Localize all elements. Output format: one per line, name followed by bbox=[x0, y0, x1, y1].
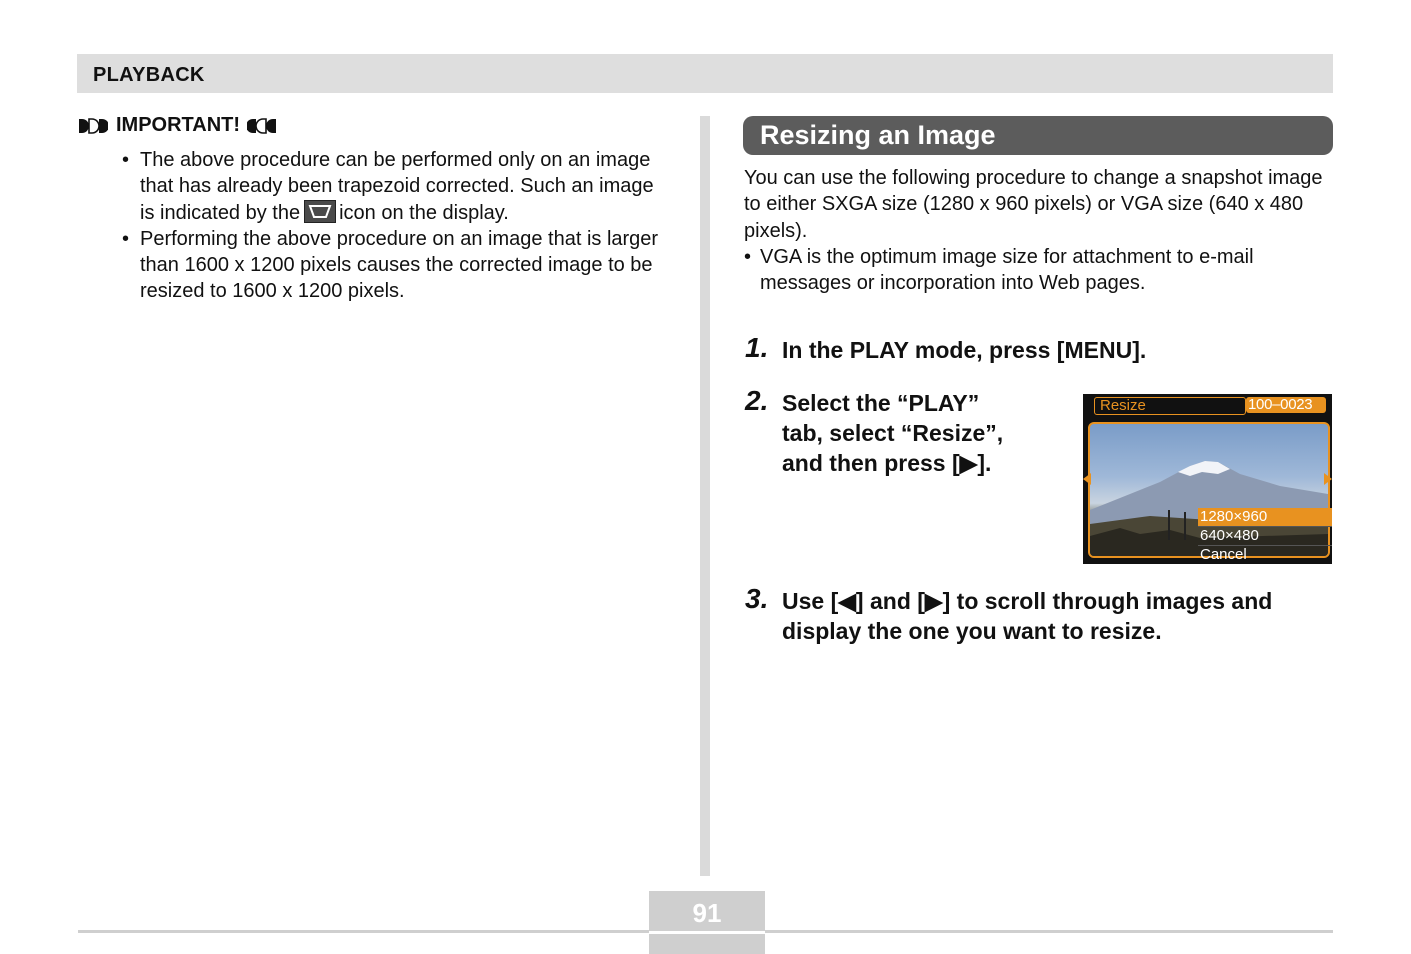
step-1-text: In the PLAY mode, press [MENU]. bbox=[782, 337, 1147, 363]
step-2-text bbox=[782, 388, 1003, 478]
camera-file-number bbox=[1246, 397, 1326, 413]
column-divider bbox=[700, 116, 710, 876]
section-header-title: PLAYBACK bbox=[93, 64, 205, 86]
page-number: 91 bbox=[692, 898, 722, 928]
camera-option-cancel: Cancel bbox=[1198, 546, 1332, 564]
step-3-line: display the one you want to resize. bbox=[782, 618, 1162, 644]
step-2-number: 2. bbox=[745, 385, 769, 416]
list-item: • VGA is the optimum image size for attachment to e-mail messages or incorporation into Web pages. bbox=[744, 244, 1334, 297]
step-3-number: 3. bbox=[745, 583, 769, 614]
camera-right-arrow-icon bbox=[1324, 473, 1332, 485]
bullet-text: icon on the display. bbox=[339, 201, 509, 224]
trapezoid-correction-icon bbox=[304, 200, 336, 223]
camera-size-options bbox=[1198, 508, 1332, 564]
page-number-box bbox=[649, 891, 765, 954]
step-1-number: 1. bbox=[745, 332, 769, 363]
list-item: • The above procedure can be performed only on an image that has already been trapezoid corrected. Such an image is indicated by the icon on the display. bbox=[122, 149, 654, 224]
intro-text: You can use the following procedure to change a snapshot image to either SXGA size (1280 x 960 pixels) or VGA size (640 x 480 pixels). bbox=[744, 167, 1323, 242]
important-right-marks-icon bbox=[247, 118, 277, 134]
important-left-marks-icon bbox=[78, 118, 108, 134]
section-intro bbox=[744, 165, 1334, 296]
list-item: • Performing the above procedure on an image that is larger than 1600 x 1200 pixels causes the corrected image to be resized to 1600 x 1200 pixels. bbox=[122, 226, 662, 305]
section-title-bar bbox=[743, 116, 1333, 155]
important-heading bbox=[78, 114, 277, 137]
section-title: Resizing an Image bbox=[760, 120, 996, 150]
camera-option-1280x960: 1280×960 bbox=[1198, 508, 1332, 527]
camera-left-arrow-icon bbox=[1083, 473, 1091, 485]
step-2-line: Select the “PLAY” bbox=[782, 390, 980, 416]
intro-bullet-text: VGA is the optimum image size for attachment to e-mail messages or incorporation into Web pages. bbox=[760, 245, 1254, 295]
camera-menu-title bbox=[1094, 397, 1246, 415]
bullet-text: Performing the above procedure on an image that is larger than 1600 x 1200 pixels causes the corrected image to be resized to 1600 x 1200 pixels. bbox=[140, 227, 659, 303]
camera-menu-title-text: Resize bbox=[1100, 397, 1146, 414]
important-label: IMPORTANT! bbox=[116, 114, 241, 136]
header-bar bbox=[77, 54, 1333, 93]
step-2-line: and then press [▶]. bbox=[782, 450, 992, 476]
step-3-line: Use [◀] and [▶] to scroll through images and bbox=[782, 588, 1273, 614]
important-bullet-list bbox=[122, 147, 662, 305]
step-2-line: tab, select “Resize”, bbox=[782, 420, 1004, 446]
bullet-text: The above procedure can be performed only on an image that has already been trapezoid corrected. Such an image is indicated by the bbox=[140, 149, 654, 224]
camera-option-640x480: 640×480 bbox=[1198, 527, 1332, 546]
step-3-text bbox=[782, 586, 1272, 646]
camera-resize-screen bbox=[1083, 394, 1332, 564]
camera-file-number-text: 100–0023 bbox=[1248, 396, 1313, 413]
